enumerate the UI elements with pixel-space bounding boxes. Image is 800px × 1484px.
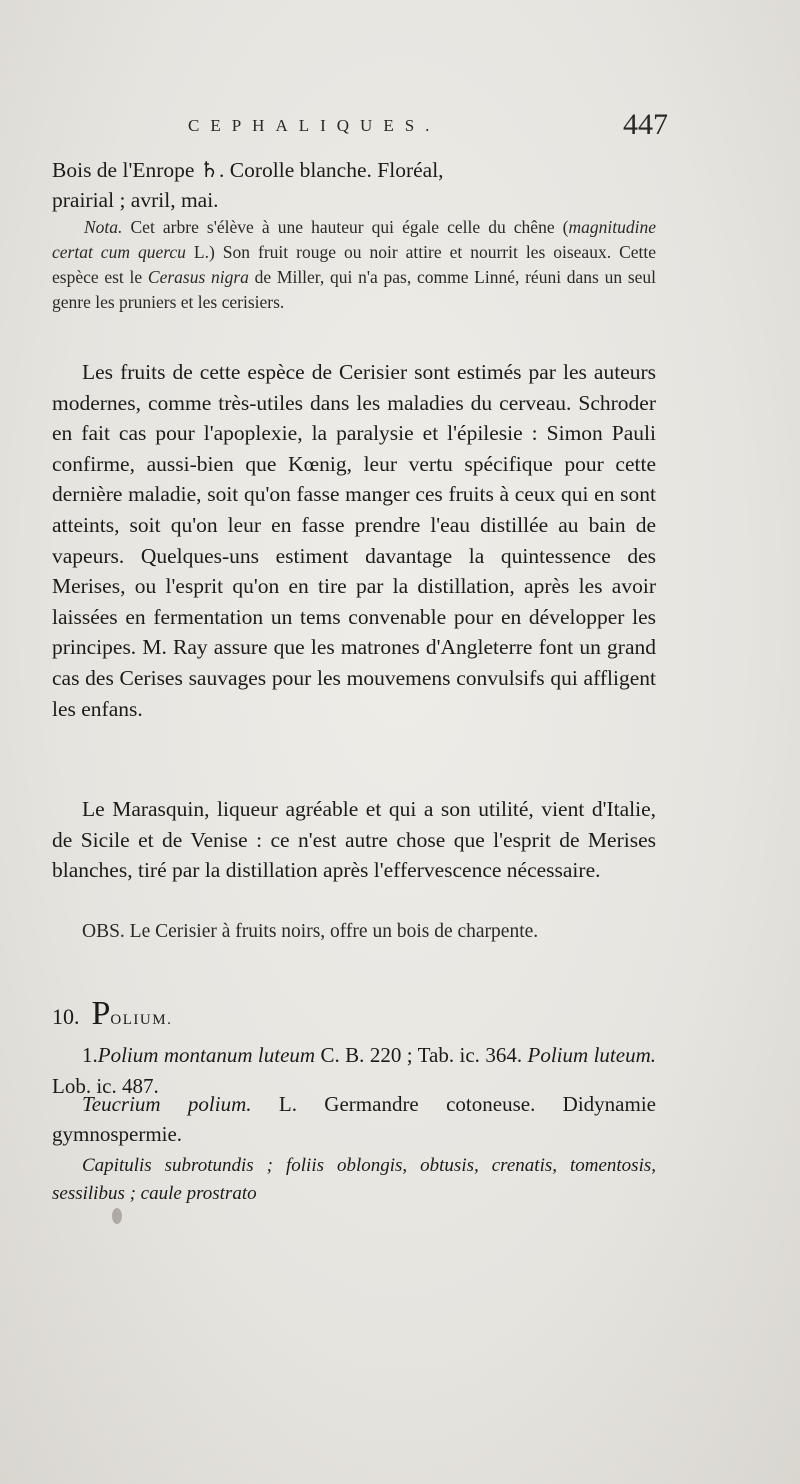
synonym-2-text: L. Germandre cotoneuse. Didynamie gymnospermie.	[52, 1092, 656, 1146]
nota-paragraph	[52, 215, 656, 315]
page-number: 447	[623, 108, 668, 141]
paragraph-bois-line2: prairial ; avril, mai.	[52, 188, 219, 212]
nota-italic-1: magnitudine certat cum quercu	[52, 217, 656, 262]
nota-text-2: L.) Son fruit rouge ou noir attire et nourrit les oiseaux. Cette espèce est le	[52, 242, 656, 287]
synonym-2-italic: Teucrium polium.	[82, 1092, 252, 1116]
paragraph-bois	[52, 155, 656, 215]
section-title-rest: OLIUM.	[110, 1012, 173, 1028]
synonym-2	[52, 1089, 656, 1149]
ink-smudge	[112, 1208, 122, 1224]
section-title-initial: P	[91, 995, 111, 1032]
nota-italic-2: Cerasus nigra	[147, 267, 249, 287]
synonym-1-italic-1: Polium montanum luteum	[97, 1043, 316, 1067]
paragraph-fruits: Les fruits de cette espèce de Cerisier sont estimés par les auteurs modernes, comme très-utiles dans les maladies du cerveau. Schroder en fait cas pour l'apoplexie, la paralysie et l'épilesie : Simon Pauli confirme, aussi-bien que Kœnig, leur vertu spécifique pour cette dernière maladie, soit qu'on fasse manger ces fruits à ceux qui en sont atteints, soit qu'on leur en fasse prendre l'eau distillée au bain de vapeurs. Quelques-uns estiment davantage la quintessence des Merises, ou l'esprit qu'on en tire par la distillation, après les avoir laissées en fermentation un tems convenable pour en développer les principes. M. Ray assure que les matrones d'Angleterre font un grand cas des Cerises sauvages pour les mouvemens convulsifs qui affligent les enfans.	[52, 360, 656, 721]
section-heading	[52, 995, 172, 1033]
synonym-1-text-1: C. B. 220 ; Tab. ic. 364.	[315, 1043, 528, 1067]
synonym-1-number: 1.	[82, 1043, 98, 1067]
obs-paragraph: OBS. Le Cerisier à fruits noirs, offre un bois de charpente.	[82, 921, 539, 942]
page-header	[188, 108, 668, 148]
nota-text-3: de Miller, qui n'a pas, comme Linné, réuni dans un seul genre les pruniers et les cerisiers.	[52, 267, 657, 312]
paragraph-bois-line1: Bois de l'Enrope ♄. Corolle blanche. Floréal,	[52, 158, 444, 182]
paragraph-marasquin: Le Marasquin, liqueur agréable et qui a son utilité, vient d'Italie, de Sicile et de Venise : ce n'est autre chose que l'esprit de Merises blanches, tiré par la distillation après l'effervescence nécessaire.	[52, 797, 656, 883]
section-number: 10.	[52, 1004, 80, 1029]
nota-label: Nota.	[84, 217, 123, 237]
nota-text-1: Cet arbre s'élève à une hauteur qui égale celle du chêne (	[122, 217, 569, 237]
synonym-1-italic-2: Polium luteum.	[527, 1043, 656, 1067]
latin-description: Capitulis subrotundis ; foliis oblongis, obtusis, crenatis, tomentosis, sessilibus ; caule prostrato	[52, 1155, 656, 1204]
running-head: CEPHALIQUES.	[188, 116, 441, 135]
synonym-1-text-2: Lob. ic. 487.	[52, 1074, 159, 1098]
